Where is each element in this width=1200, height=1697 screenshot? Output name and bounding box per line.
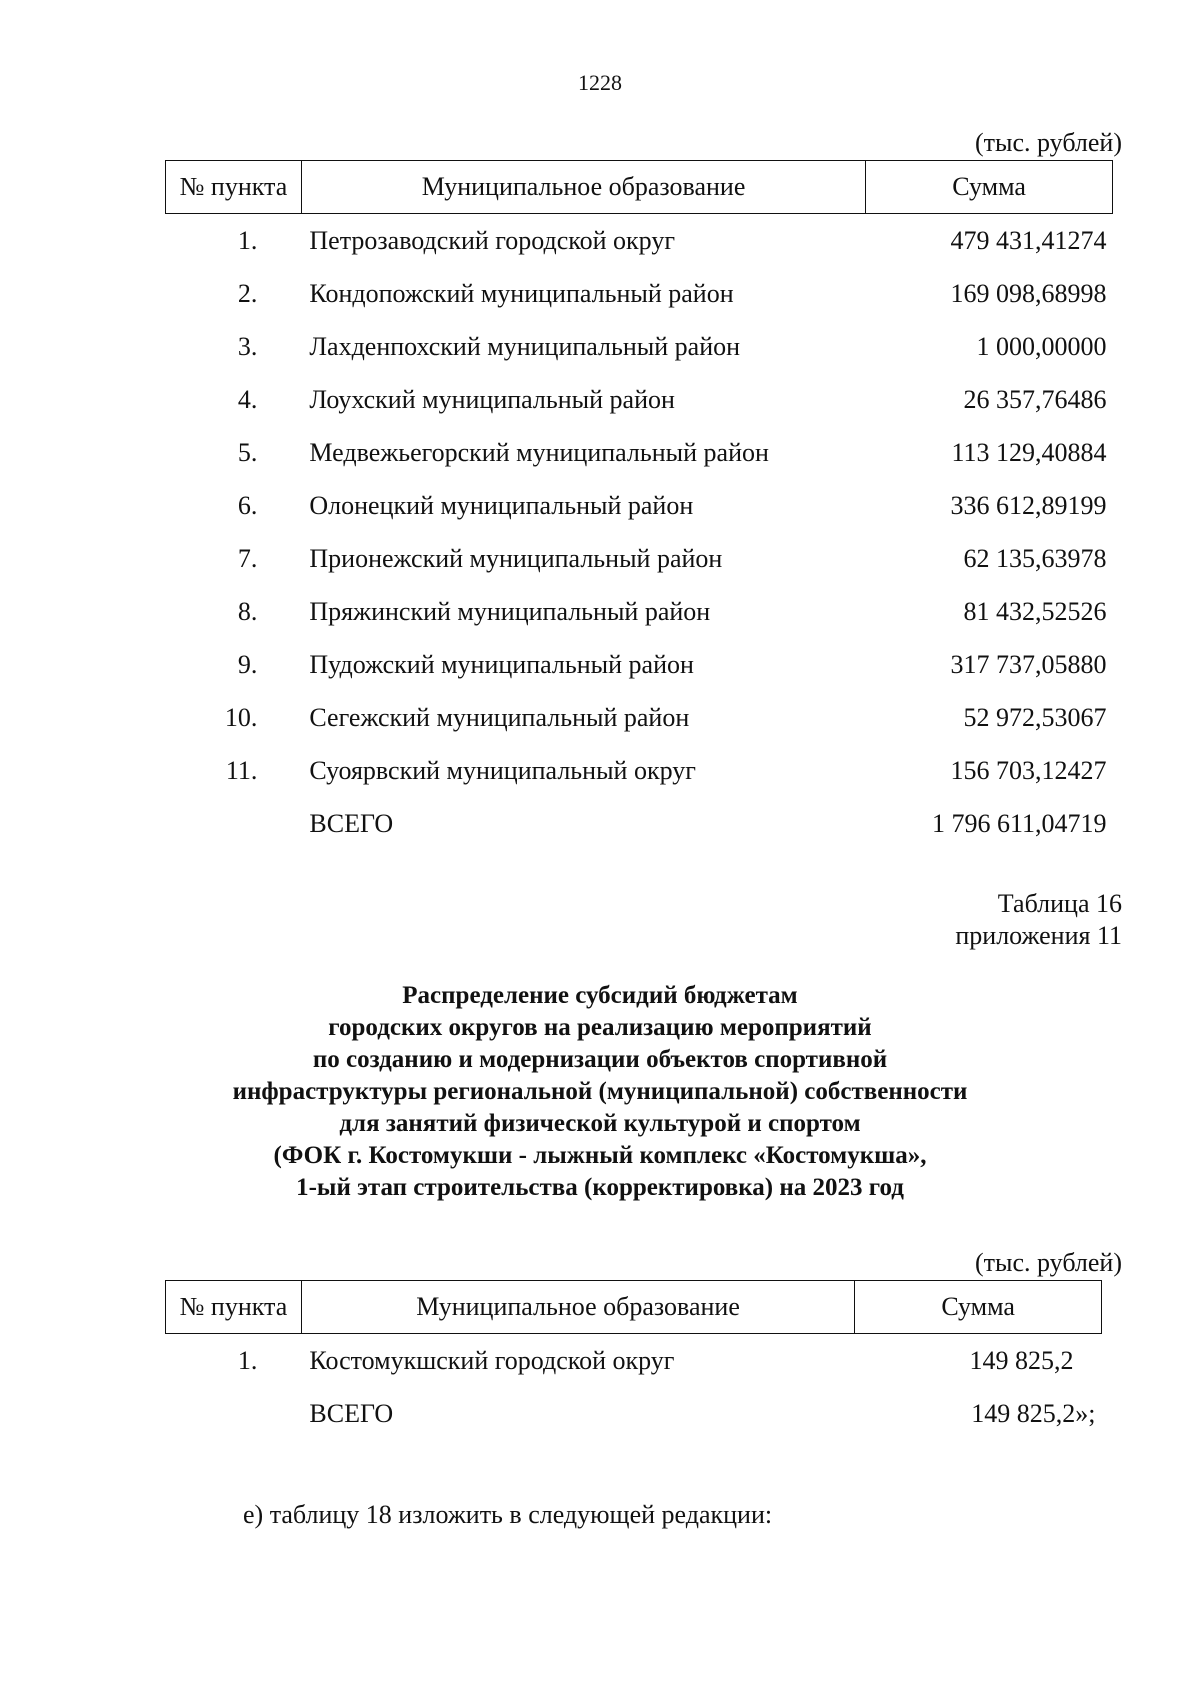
row-number: 7. xyxy=(237,543,258,573)
row-sum: 52 972,53067 xyxy=(963,702,1107,732)
row-number: 5. xyxy=(237,437,258,467)
caption-appendix: приложения 11 xyxy=(955,921,1122,950)
table-row xyxy=(166,691,1113,744)
row-number: 4. xyxy=(237,384,258,414)
table-total-row xyxy=(166,797,1113,850)
subsidy-table-2 xyxy=(165,1280,1102,1440)
table1-units-label: (тыс. рублей) xyxy=(974,128,1122,157)
table2-units-label: (тыс. рублей) xyxy=(974,1248,1122,1277)
title-line: для занятий физической культурой и спортом xyxy=(339,1110,861,1137)
row-number: 10. xyxy=(224,702,258,732)
row-sum: 156 703,12427 xyxy=(950,755,1107,785)
row-municipality: Олонецкий муниципальный район xyxy=(309,490,694,520)
row-number: 6. xyxy=(237,490,258,520)
total-label: ВСЕГО xyxy=(309,1398,394,1428)
row-municipality: Пудожский муниципальный район xyxy=(309,649,694,679)
header-sum: Сумма xyxy=(855,1281,1102,1334)
page-number: 1228 xyxy=(578,70,622,95)
row-municipality: Кондопожский муниципальный район xyxy=(309,278,734,308)
row-municipality: Медвежьегорский муниципальный район xyxy=(309,437,769,467)
total-sum: 1 796 611,04719 xyxy=(931,808,1107,838)
table-row xyxy=(166,426,1113,479)
row-number: 1. xyxy=(237,1345,258,1375)
row-sum: 149 825,2 xyxy=(969,1345,1074,1375)
row-sum: 81 432,52526 xyxy=(963,596,1107,626)
row-number xyxy=(166,1387,302,1440)
row-number: 11. xyxy=(225,755,258,785)
row-sum: 26 357,76486 xyxy=(963,384,1107,414)
table-row xyxy=(166,638,1113,691)
header-sum: Сумма xyxy=(866,161,1113,214)
table-row xyxy=(166,532,1113,585)
row-number: 8. xyxy=(237,596,258,626)
row-municipality: Прионежский муниципальный район xyxy=(309,543,723,573)
row-municipality: Лахденпохский муниципальный район xyxy=(309,331,741,361)
subsidy-table-1 xyxy=(165,160,1113,850)
header-item-number: № пункта xyxy=(166,1281,302,1334)
amendment-instruction: е) таблицу 18 изложить в следующей редакции: xyxy=(243,1500,773,1529)
caption-table-number: Таблица 16 xyxy=(997,889,1122,918)
section-title xyxy=(0,980,1200,1204)
table-row xyxy=(166,320,1113,373)
row-sum: 1 000,00000 xyxy=(976,331,1107,361)
row-number xyxy=(166,797,302,850)
row-municipality: Лоухский муниципальный район xyxy=(309,384,675,414)
header-municipality: Муниципальное образование xyxy=(301,161,865,214)
row-sum: 169 098,68998 xyxy=(950,278,1107,308)
row-sum: 317 737,05880 xyxy=(950,649,1107,679)
row-number: 2. xyxy=(237,278,258,308)
row-municipality: Сегежский муниципальный район xyxy=(309,702,690,732)
title-line: городских округов на реализацию мероприятий xyxy=(328,1014,872,1041)
table-row xyxy=(166,267,1113,320)
header-municipality: Муниципальное образование xyxy=(301,1281,854,1334)
row-number: 9. xyxy=(237,649,258,679)
table-row xyxy=(166,373,1113,426)
table-header-row xyxy=(166,1281,1102,1334)
table-row xyxy=(166,585,1113,638)
row-municipality: Пряжинский муниципальный район xyxy=(309,596,711,626)
table-row xyxy=(166,1334,1102,1388)
table-header-row xyxy=(166,161,1113,214)
table-total-row xyxy=(166,1387,1102,1440)
row-sum: 336 612,89199 xyxy=(950,490,1107,520)
table-row xyxy=(166,744,1113,797)
row-sum: 62 135,63978 xyxy=(963,543,1107,573)
total-label: ВСЕГО xyxy=(309,808,394,838)
title-line: (ФОК г. Костомукши - лыжный комплекс «Костомукша», xyxy=(273,1142,927,1169)
row-municipality: Суоярвский муниципальный округ xyxy=(309,755,696,785)
title-line: Распределение субсидий бюджетам xyxy=(402,982,798,1009)
title-line: по созданию и модернизации объектов спортивной xyxy=(312,1046,888,1073)
table-row xyxy=(166,214,1113,268)
header-item-number: № пункта xyxy=(166,161,302,214)
table-row xyxy=(166,479,1113,532)
table-caption xyxy=(955,888,1122,952)
row-sum: 113 129,40884 xyxy=(951,437,1107,467)
row-number: 3. xyxy=(237,331,258,361)
row-municipality: Костомукшский городской округ xyxy=(309,1345,675,1375)
title-line: инфраструктуры региональной (муниципальной) собственности xyxy=(232,1078,968,1105)
total-sum: 149 825,2»; xyxy=(971,1398,1096,1428)
row-number: 1. xyxy=(237,225,258,255)
row-sum: 479 431,41274 xyxy=(950,225,1107,255)
title-line: 1-ый этап строительства (корректировка) на 2023 год xyxy=(296,1174,904,1201)
row-municipality: Петрозаводский городской округ xyxy=(309,225,675,255)
